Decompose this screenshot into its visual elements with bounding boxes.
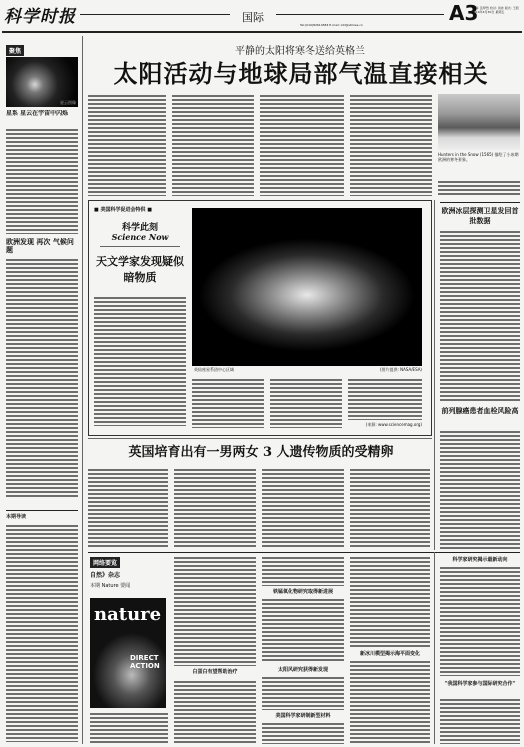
- lower-col-4a: [350, 556, 430, 648]
- feature-banner: ■ 美国科学促进会特供 ■: [94, 207, 152, 213]
- lower-col-3d: [262, 722, 344, 744]
- left-body-2: [6, 258, 78, 498]
- feature-body-3: [270, 378, 342, 428]
- left-box-title: 本期导读: [6, 514, 27, 520]
- galaxy-caption: 英仙座星系团中心区域: [194, 367, 234, 372]
- galaxy-image: [192, 208, 422, 366]
- nature-col-2b: [174, 680, 256, 744]
- ivf-col-4: [350, 468, 430, 548]
- feature-column-name: 科学此刻: [121, 223, 158, 232]
- lower-box-title: 科学家研究揭示最新动向: [452, 557, 508, 563]
- right-body-1: [440, 230, 520, 402]
- left-body-1: [6, 128, 78, 234]
- right-column-divider: [434, 200, 435, 550]
- feature-body-1: [94, 296, 186, 426]
- section-name: 国际: [242, 11, 264, 24]
- nature-cover-line: DIRECT ACTION: [130, 654, 160, 670]
- left-caption: 星系 星云在宇宙中闪烁: [6, 110, 69, 117]
- ivf-headline: 英国培育出有一男两女 3 人遗传物质的受精卵: [128, 445, 394, 460]
- right-body-2: [440, 430, 520, 550]
- main-col-2: [172, 94, 254, 196]
- left-box-top: [6, 510, 78, 511]
- nebula-photo-label: 星云图像: [60, 100, 76, 105]
- nature-col-2: [174, 556, 256, 666]
- nature-subhead: 白蛋白有望帮助治疗: [192, 669, 238, 675]
- lower-box-body-1: [440, 566, 520, 676]
- feature-column-name-en: Science Now: [111, 232, 169, 242]
- main-headline: 太阳活动与地球局部气温直接相关: [113, 59, 489, 88]
- feature-source: (来源: www.sciencemag.org): [365, 422, 422, 427]
- left-headline: 欧洲发现 再次 气候问题: [6, 238, 74, 254]
- left-column-divider: [82, 36, 83, 744]
- left-body-3: [6, 524, 78, 742]
- left-tag: 聚焦: [6, 45, 24, 56]
- ivf-top-rule: [88, 438, 432, 439]
- lower-col-4b: [350, 660, 430, 744]
- nature-body-1: [90, 712, 168, 744]
- main-col-1: [88, 94, 166, 196]
- lower-col-3b: [262, 598, 344, 662]
- feature-name-rule: [100, 246, 180, 247]
- right-headline-2: 前列腺癌患者血栓风险高: [441, 407, 519, 415]
- lower-subhead-1: 铁锰氧化物研究取得新进展: [272, 589, 333, 595]
- main-col-3: [260, 94, 344, 196]
- lower-subhead-4: 美国科学家研制新型材料: [275, 713, 331, 719]
- lower-col-3a: [262, 556, 344, 586]
- lower-subhead-3: 新冰川模型揭示海平面变化: [359, 651, 420, 657]
- ivf-col-2: [174, 468, 256, 548]
- lower-box-quote: "我国科学家参与国际研究合作": [444, 681, 516, 687]
- main-col-4: [350, 94, 432, 196]
- masthead-logo: 科学时报: [4, 7, 76, 27]
- nature-title: 自然》杂志: [90, 572, 121, 579]
- main-kicker: 平静的太阳将寒冬送给英格兰: [235, 46, 365, 56]
- nature-tag: 网络要览: [90, 557, 120, 568]
- lower-col-3c: [262, 676, 344, 710]
- right-headline-1: 欧洲冰层探测卫星发回首批数据: [441, 207, 519, 225]
- nature-logo: nature: [94, 604, 162, 625]
- masthead-info-1: 编辑: 张梦然 校对: 何亦 版式: 王毅 2010年4月30日 星期五: [472, 6, 519, 14]
- masthead-bottom-rule: [2, 31, 522, 33]
- right-headline1-rule: [440, 202, 520, 203]
- feature-body-4: [348, 378, 422, 420]
- feature-body-2: [192, 378, 264, 428]
- lower-subhead-2: 太阳风研究获得新发现: [277, 667, 328, 673]
- masthead-rule-left: [80, 14, 230, 15]
- painting-caption: Hunters in the Snow (1565) 描绘了小冰期欧洲的寒冬景象。: [438, 152, 519, 162]
- winter-painting: [438, 94, 520, 150]
- feature-headline: 天文学家发现疑似暗物质: [96, 255, 184, 284]
- nature-cover: [90, 598, 166, 708]
- masthead-rule-right: [276, 14, 444, 15]
- page-number: A3: [449, 1, 479, 25]
- main-col-5: [438, 180, 520, 196]
- galaxy-credit: (图片提供: NASA/ESA): [379, 367, 422, 372]
- ivf-col-1: [88, 468, 168, 548]
- ivf-col-3: [262, 468, 344, 548]
- lower-box-body-2: [440, 698, 520, 744]
- nebula-photo: [6, 57, 78, 107]
- masthead-info-2: Tel:(010)82614584 E-mail: intl@stimes.cn: [300, 23, 363, 27]
- nature-subtitle: 本期 Nature 要闻: [90, 583, 131, 589]
